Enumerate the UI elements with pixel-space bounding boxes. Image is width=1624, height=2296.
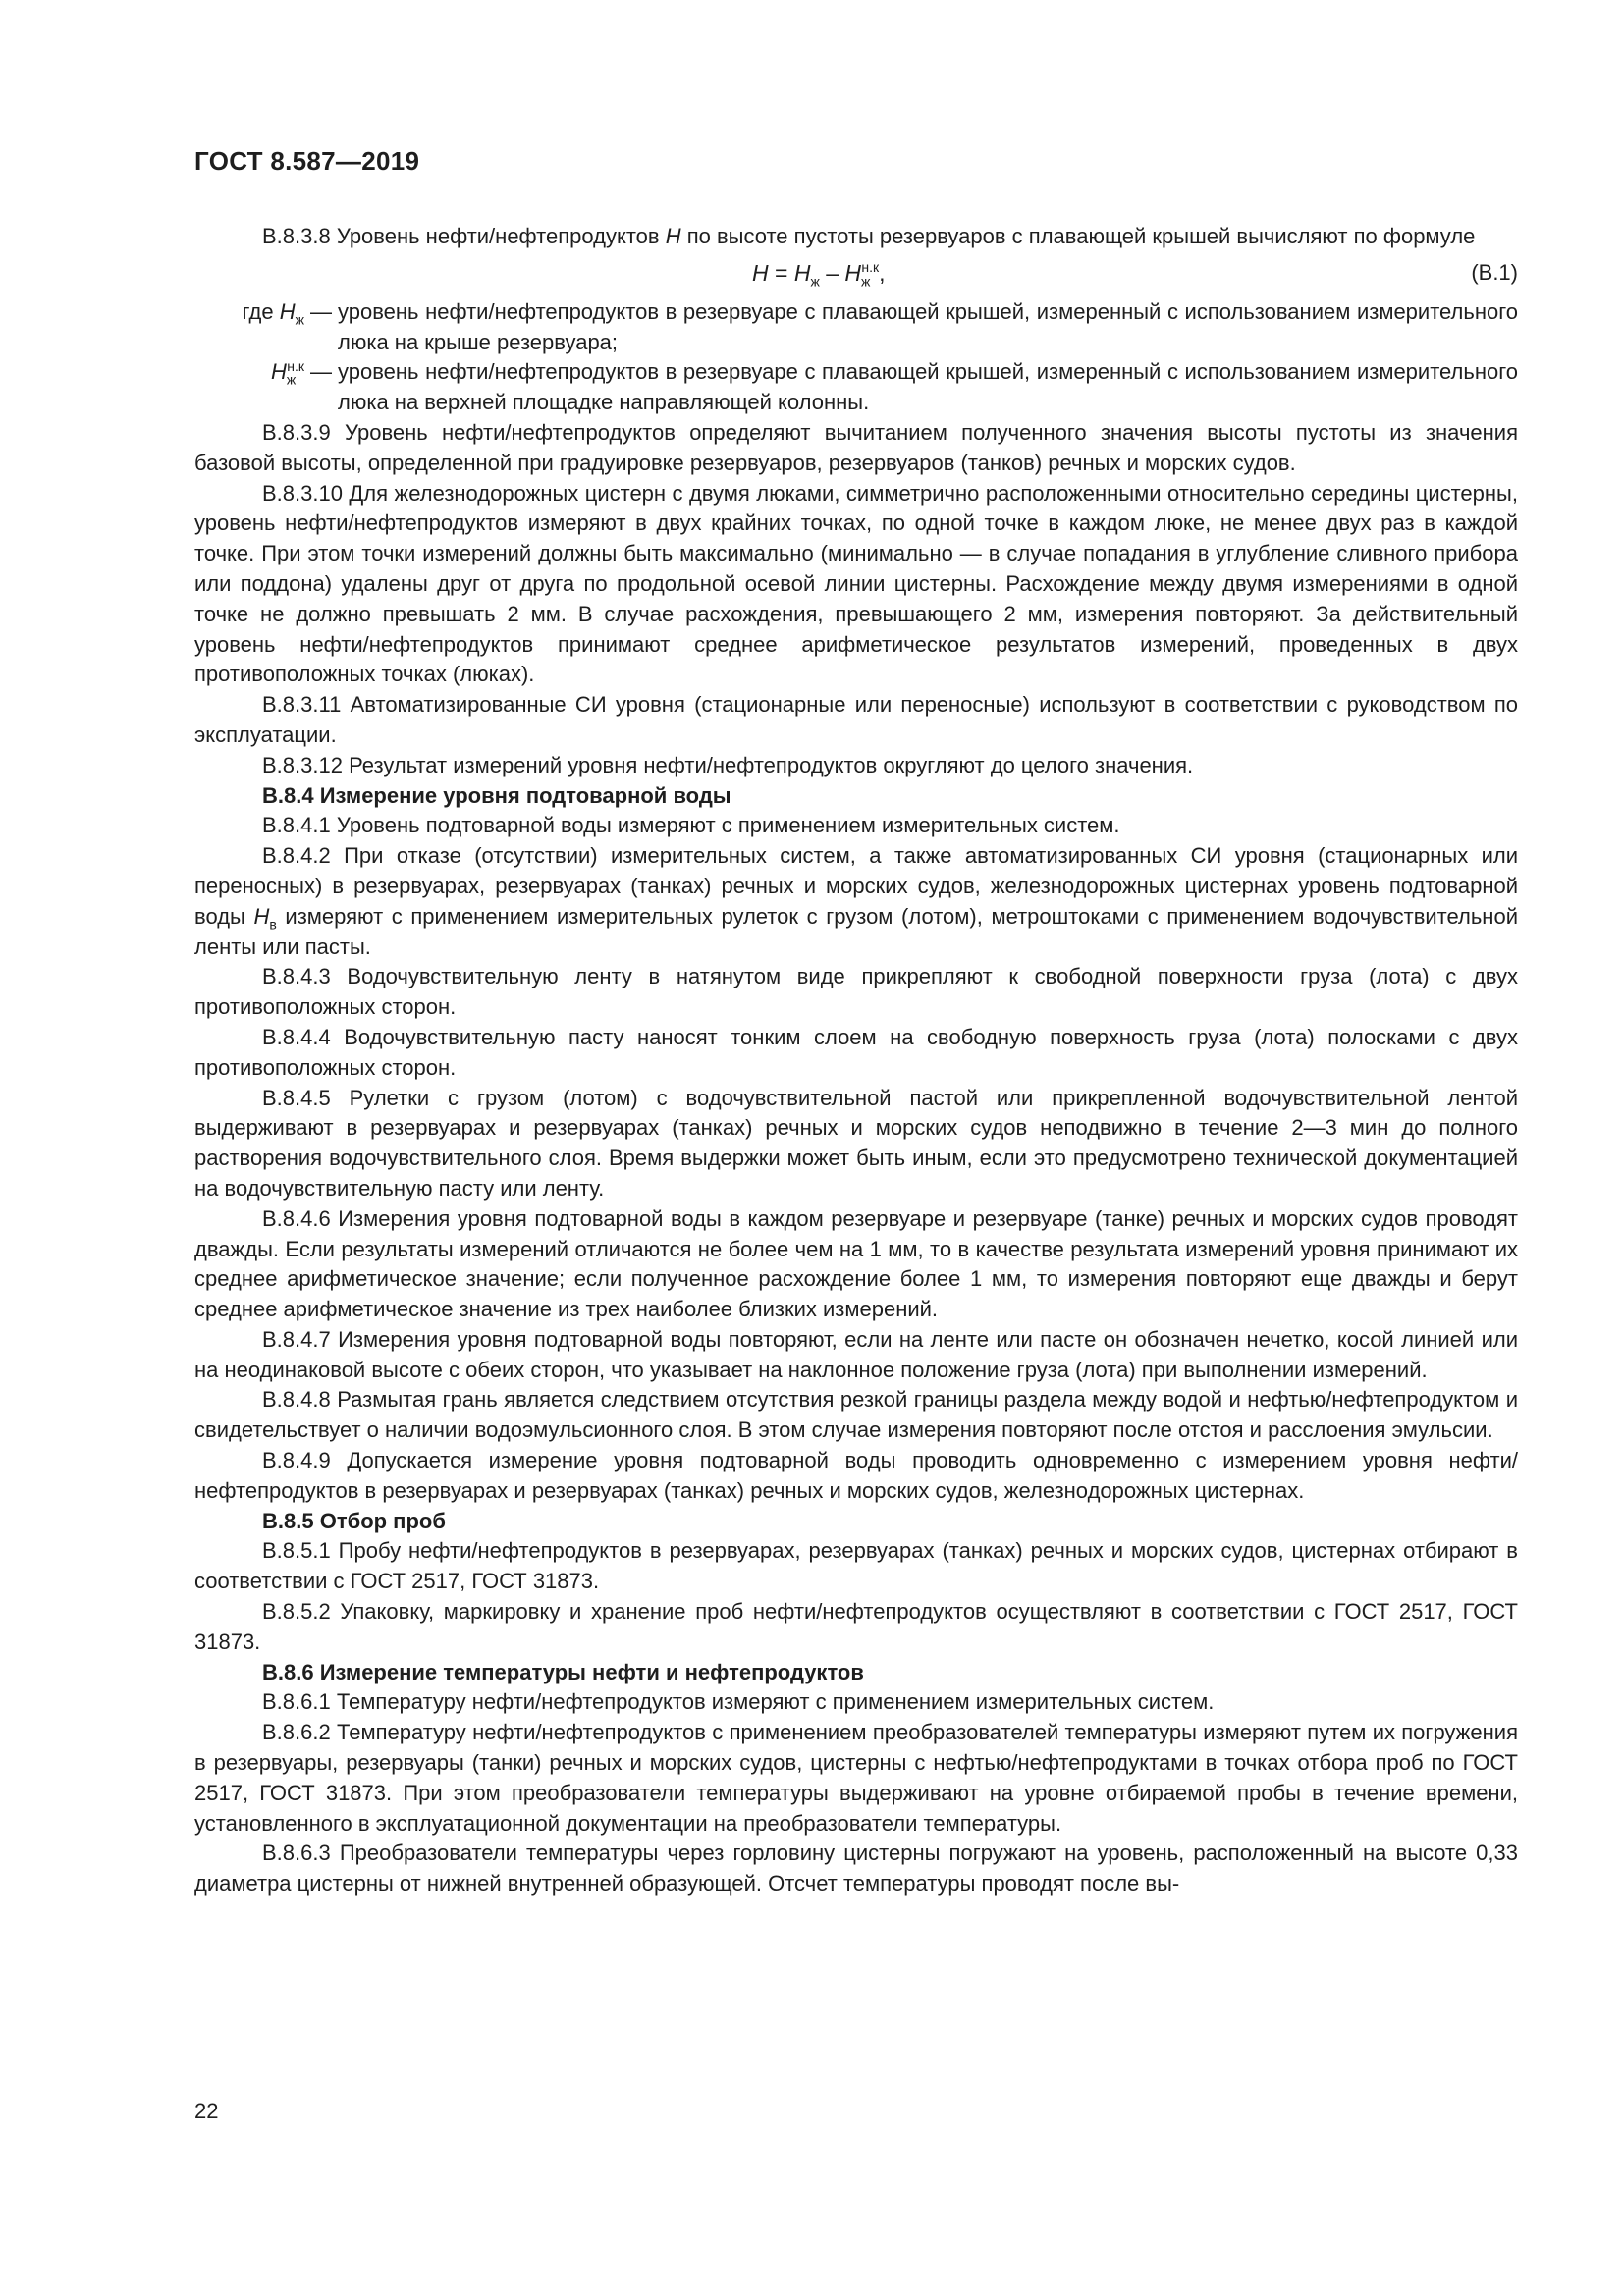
clause-b-8-3-8: В.8.3.8 Уровень нефти/нефтепродуктов H по высоте пустоты резервуаров с плавающей крышей вычисляют по формуле bbox=[262, 224, 1476, 248]
page-number: 22 bbox=[194, 2099, 219, 2123]
clause-b-8-4-1: В.8.4.1 Уровень подтоварной воды измеряют с применением измерительных систем. bbox=[262, 813, 1120, 838]
clause-b-8-6-1: В.8.6.1 Температуру нефти/нефтепродуктов измеряют с применением измерительных систем. bbox=[262, 1689, 1215, 1715]
formula-expression: $H = H_ж - H_ж^{н.к}$, bbox=[752, 259, 886, 290]
clause-b-8-3-11: В.8.3.11 Автоматизированные СИ уровня (стационарные или переносные) используют в соответствии с руководством по эксплуатации. bbox=[194, 692, 1518, 747]
section-heading-b-8-5: В.8.5 Отбор проб bbox=[262, 1508, 446, 1533]
definition-text: уровень нефти/нефтепродуктов в резервуаре с плавающей крышей, измеренный с использованием измерительного люка на верхней площадке направляющей колонны. bbox=[338, 359, 1518, 415]
clause-b-8-5-1: В.8.5.1 Пробу нефти/нефтепродуктов в резервуарах, резервуарах (танках) речных и морских судов, цистернах отбирают в соответствии с ГОСТ 2517, ГОСТ 31873. bbox=[194, 1538, 1518, 1594]
clause-b-8-4-2: В.8.4.2 При отказе (отсутствии) измерительных систем, а также автоматизированных СИ уровня (стационарных или переносных) в резервуарах, резервуарах (танках) речных и морских судов, железнодорожных цистернах уровень подтоварной воды $H_в$ измеряют с применением измерительных рулеток с грузом (лотом), метроштоками с применением водочувствительной ленты или пасты. bbox=[194, 843, 1518, 959]
clause-b-8-4-5: В.8.4.5 Рулетки с грузом (лотом) с водочувствительной пастой или прикрепленной водочувствительной лентой выдерживают в резервуарах и резервуарах (танках) речных и морских судов неподвижно в течение 2—3 мин до полного растворения водочувствительного слоя. Время выдержки может быть иным, если это предусмотрено технической документацией на водочувствительную пасту или ленту. bbox=[194, 1085, 1518, 1201]
definition-h-zh: где $H_ж$ — уровень нефти/нефтепродуктов в резервуаре с плавающей крышей, измеренный с использованием измерительного люка на крыше резервуара; bbox=[194, 297, 1518, 358]
definition-h-zh-nk: $H_ж^{н.к}$ — уровень нефти/нефтепродуктов в резервуаре с плавающей крышей, измеренный с использованием измерительного люка на верхней площадке направляющей колонны. bbox=[194, 357, 1518, 418]
formula-number: (В.1) bbox=[1471, 259, 1518, 285]
definition-symbol: $H_ж^{н.к}$ bbox=[270, 358, 304, 388]
clause-b-8-4-8: В.8.4.8 Размытая грань является следствием отсутствия резкой границы раздела между водой и нефтью/нефтепродуктом и свидетельствует о наличии водоэмульсионного слоя. В этом случае измерения повторяют после отстоя и расслоения эмульсии. bbox=[194, 1387, 1518, 1443]
clause-b-8-6-3: В.8.6.3 Преобразователи температуры через горловину цистерны погружают на уровень, расположенный на высоте 0,33 диаметра цистерны от нижней внутренней образующей. Отсчет температуры проводят после вы- bbox=[194, 1841, 1519, 1896]
clause-b-8-3-9: В.8.3.9 Уровень нефти/нефтепродуктов определяют вычитанием полученного значения высоты пустоты из значения базовой высоты, определенной при градуировке резервуаров, резервуаров (танков) речных и морских судов. bbox=[194, 419, 1518, 475]
clause-b-8-4-6: В.8.4.6 Измерения уровня подтоварной воды в каждом резервуаре и резервуаре (танке) речных и морских судов проводят дважды. Если результаты измерений отличаются не более чем на 1 мм, то в качестве результата измерений уровня принимают их среднее арифметическое значение; если полученное расхождение более 1 мм, то измерения повторяют еще дважды и берут среднее арифметическое значение из трех наиболее близких измерений. bbox=[194, 1205, 1518, 1322]
clause-b-8-4-4: В.8.4.4 Водочувствительную пасту наносят тонким слоем на свободную поверхность груза (лота) полосками с двух противоположных сторон. bbox=[194, 1024, 1518, 1080]
section-heading-b-8-6: В.8.6 Измерение температуры нефти и нефтепродуктов bbox=[262, 1659, 864, 1684]
formula-b1 bbox=[194, 252, 1518, 297]
clause-b-8-5-2: В.8.5.2 Упаковку, маркировку и хранение проб нефти/нефтепродуктов осуществляют в соответствии с ГОСТ 2517, ГОСТ 31873. bbox=[194, 1599, 1518, 1654]
clause-b-8-6-2: В.8.6.2 Температуру нефти/нефтепродуктов с применением преобразователей температуры измеряют путем их погружения в резервуары, резервуары (танки) речных и морских судов, цистерны с нефтью/нефтепродуктами в точках отбора проб по ГОСТ 2517, ГОСТ 31873. При этом преобразователи температуры выдерживают на уровне отбираемой пробы в течение времени, установленного в эксплуатационной документации на преобразователи температуры. bbox=[194, 1720, 1518, 1836]
clause-b-8-4-3: В.8.4.3 Водочувствительную ленту в натянутом виде прикрепляют к свободной поверхности груза (лота) с двух противоположных сторон. bbox=[194, 964, 1518, 1020]
definition-symbol: где $H_ж$ bbox=[242, 298, 304, 328]
clause-b-8-3-10: В.8.3.10 Для железнодорожных цистерн с двумя люками, симметрично расположенными относительно середины цистерны, уровень нефти/нефтепродуктов измеряют в двух крайних точках, по одной точке в каждом люке, не менее двух раз в каждой точке. При этом точки измерений должны быть максимально (минимально — в случае попадания в углубление сливного прибора или поддона) удалены друг от друга по продольной осевой линии цистерны. Расхождение между двумя измерениями в одной точке не должно превышать 2 мм. В случае расхождения, превышающего 2 мм, измерения повторяют. За действительный уровень нефти/нефтепродуктов принимают среднее арифметическое результатов измерений, проведенных в двух противоположных точках (люках). bbox=[194, 480, 1518, 687]
document-code-header: ГОСТ 8.587—2019 bbox=[194, 146, 420, 176]
definition-text: уровень нефти/нефтепродуктов в резервуаре с плавающей крышей, измеренный с использованием измерительного люка на крыше резервуара; bbox=[338, 298, 1518, 354]
section-heading-b-8-4: В.8.4 Измерение уровня подтоварной воды bbox=[262, 782, 731, 808]
document-body bbox=[194, 222, 1518, 1899]
clause-b-8-3-12: В.8.3.12 Результат измерений уровня нефти/нефтепродуктов округляют до целого значения. bbox=[262, 752, 1194, 777]
clause-b-8-4-9: В.8.4.9 Допускается измерение уровня подтоварной воды проводить одновременно с измерением уровня нефти/нефтепродуктов в резервуарах и резервуарах (танках) речных и морских судов, железнодорожных цистернах. bbox=[194, 1448, 1518, 1503]
clause-b-8-4-7: В.8.4.7 Измерения уровня подтоварной воды повторяют, если на ленте или пасте он обозначен нечетко, косой линией или на неодинаковой высоте с обеих сторон, что указывает на наклонное положение груза (лота) при выполнении измерений. bbox=[194, 1326, 1518, 1382]
